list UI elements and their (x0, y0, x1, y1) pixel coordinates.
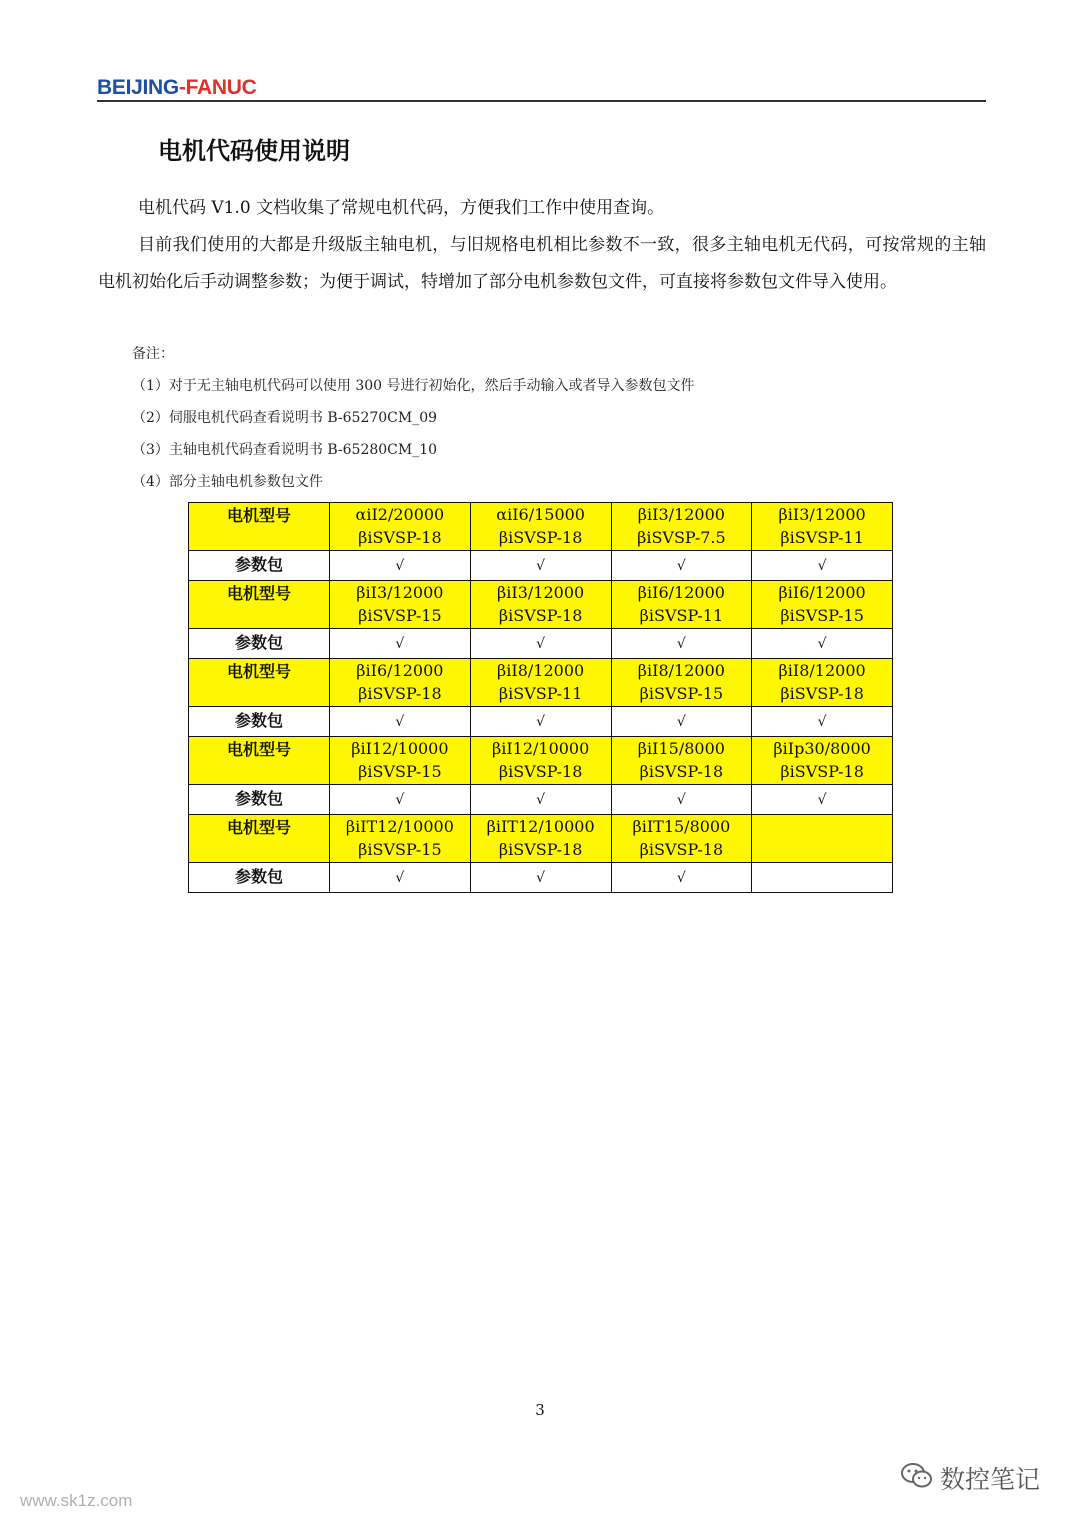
brand-separator: - (178, 76, 186, 99)
motor-model: βiI6/12000 (356, 661, 444, 680)
motor-model-cell (470, 503, 611, 551)
motor-model: βiI12/10000 (491, 739, 590, 758)
motor-model-cell (611, 815, 752, 863)
check-mark: √ (817, 792, 827, 808)
motor-model-cell (330, 503, 471, 551)
check-mark: √ (676, 558, 686, 574)
brand-logo (97, 76, 256, 100)
motor-model: βiI3/12000 (497, 583, 585, 602)
paragraph-1: 电机代码 V1.0 文档收集了常规电机代码，方便我们工作中使用查询。 (138, 198, 665, 218)
amplifier-model: βiSVSP-15 (358, 762, 442, 781)
motor-model: αiI6/15000 (496, 505, 585, 524)
motor-model: βiI3/12000 (778, 505, 866, 524)
amplifier-model: βiSVSP-15 (358, 606, 442, 625)
header-rule (97, 100, 986, 102)
check-mark: √ (536, 636, 546, 652)
watermark-url: www.sk1z.com (20, 1491, 133, 1510)
package-check-cell (752, 551, 893, 581)
check-mark: √ (536, 870, 546, 886)
model-label-cell: 电机型号 (189, 503, 330, 551)
page-number: 3 (535, 1401, 545, 1419)
motor-table (188, 502, 893, 893)
package-label-cell: 参数包 (189, 863, 330, 893)
model-label-cell: 电机型号 (189, 737, 330, 785)
package-row (189, 863, 893, 893)
package-label-cell: 参数包 (189, 785, 330, 815)
motor-model-cell (330, 581, 471, 629)
motor-model: βiI12/10000 (351, 739, 449, 758)
motor-model: βiI3/12000 (356, 583, 444, 602)
check-mark: √ (536, 792, 546, 808)
motor-model: βiI3/12000 (637, 505, 725, 524)
check-mark: √ (395, 636, 405, 652)
package-check-cell (752, 785, 893, 815)
motor-model: βiI8/12000 (778, 661, 866, 680)
amplifier-model: βiSVSP-18 (358, 528, 442, 547)
motor-model: βiI15/8000 (637, 739, 725, 758)
package-check-cell (611, 551, 752, 581)
note-item: （2）伺服电机代码查看说明书 B-65270CM_09 (132, 410, 438, 426)
model-row (189, 503, 893, 551)
amplifier-model: βiSVSP-7.5 (637, 528, 726, 547)
motor-model: βiI8/12000 (637, 661, 725, 680)
motor-model-cell (330, 815, 471, 863)
wechat-icon (900, 1461, 934, 1495)
check-mark: √ (395, 714, 405, 730)
package-check-cell (330, 551, 471, 581)
amplifier-model: βiSVSP-11 (639, 606, 724, 625)
package-check-cell (470, 551, 611, 581)
motor-model: βiIT12/10000 (486, 817, 595, 836)
notes-heading: 备注： (132, 346, 174, 362)
amplifier-model: βiSVSP-18 (780, 684, 864, 703)
package-label-cell: 参数包 (189, 629, 330, 659)
motor-model: βiI6/12000 (637, 583, 725, 602)
package-label-cell: 参数包 (189, 551, 330, 581)
watermark-account (900, 1460, 1040, 1496)
model-label-cell: 电机型号 (189, 581, 330, 629)
note-item: （1）对于无主轴电机代码可以使用 300 号进行初始化，然后手动输入或者导入参数包文件 (132, 378, 695, 394)
check-mark: √ (395, 870, 405, 886)
package-check-cell (752, 707, 893, 737)
package-check-cell (330, 785, 471, 815)
motor-model-cell (752, 503, 893, 551)
package-check-cell (330, 863, 471, 893)
check-mark: √ (536, 714, 546, 730)
check-mark: √ (817, 714, 827, 730)
model-label-cell: 电机型号 (189, 659, 330, 707)
package-check-cell (470, 785, 611, 815)
package-check-cell (330, 707, 471, 737)
check-mark: √ (676, 870, 686, 886)
motor-model: βiIp30/8000 (773, 739, 871, 758)
motor-model-cell (330, 659, 471, 707)
package-label-cell: 参数包 (189, 707, 330, 737)
motor-model: βiIT12/10000 (345, 817, 454, 836)
check-mark: √ (817, 636, 827, 652)
amplifier-model: βiSVSP-18 (639, 840, 724, 859)
package-check-cell (611, 863, 752, 893)
model-row (189, 659, 893, 707)
motor-model-cell (752, 659, 893, 707)
paragraph-2: 目前我们使用的大都是升级版主轴电机，与旧规格电机相比参数不一致，很多主轴电机无代码，可按常规的主轴电机初始化后手动调整参数；为便于调试，特增加了部分电机参数包文件，可直接将参数包文件导入使用。 (98, 235, 986, 292)
package-check-cell (611, 785, 752, 815)
model-row (189, 581, 893, 629)
check-mark: √ (395, 792, 405, 808)
brand-part2: FANUC (185, 76, 257, 99)
note-item: （3）主轴电机代码查看说明书 B-65280CM_10 (132, 442, 438, 458)
amplifier-model: βiSVSP-18 (498, 606, 583, 625)
package-row (189, 629, 893, 659)
note-item: （4）部分主轴电机参数包文件 (132, 474, 323, 490)
motor-model-cell (470, 581, 611, 629)
amplifier-model: βiSVSP-15 (639, 684, 724, 703)
motor-model-cell (611, 659, 752, 707)
amplifier-model: βiSVSP-11 (498, 684, 583, 703)
motor-model: βiI6/12000 (778, 583, 866, 602)
amplifier-model: βiSVSP-18 (639, 762, 724, 781)
package-row (189, 551, 893, 581)
motor-model-cell (752, 581, 893, 629)
package-row (189, 785, 893, 815)
model-row (189, 815, 893, 863)
motor-model: αiI2/20000 (355, 505, 445, 524)
check-mark: √ (676, 714, 686, 730)
watermark-account-name: 数控笔记 (940, 1465, 1041, 1494)
brand-part1: BEIJING (97, 76, 179, 99)
motor-model-cell (470, 737, 611, 785)
amplifier-model: βiSVSP-15 (780, 606, 864, 625)
model-label-cell: 电机型号 (189, 815, 330, 863)
motor-model-cell (330, 737, 471, 785)
check-mark: √ (676, 636, 686, 652)
motor-model-cell (611, 581, 752, 629)
empty-cell (752, 815, 893, 863)
package-row (189, 707, 893, 737)
check-mark: √ (817, 558, 827, 574)
package-check-cell (752, 629, 893, 659)
check-mark: √ (676, 792, 686, 808)
amplifier-model: βiSVSP-18 (780, 762, 864, 781)
amplifier-model: βiSVSP-18 (498, 840, 583, 859)
package-check-cell (470, 863, 611, 893)
model-row (189, 737, 893, 785)
motor-model: βiIT15/8000 (632, 817, 731, 836)
motor-model-cell (470, 815, 611, 863)
amplifier-model: βiSVSP-18 (498, 528, 583, 547)
notes-block (132, 344, 695, 504)
amplifier-model: βiSVSP-15 (358, 840, 442, 859)
motor-model-cell (752, 737, 893, 785)
amplifier-model: βiSVSP-11 (780, 528, 864, 547)
package-check-cell (470, 629, 611, 659)
package-check-cell (470, 707, 611, 737)
check-mark: √ (395, 558, 405, 574)
motor-model-cell (470, 659, 611, 707)
amplifier-model: βiSVSP-18 (498, 762, 583, 781)
page-title: 电机代码使用说明 (158, 137, 350, 165)
package-check-cell (611, 629, 752, 659)
package-check-cell (330, 629, 471, 659)
empty-cell (752, 863, 893, 893)
amplifier-model: βiSVSP-18 (358, 684, 442, 703)
motor-model: βiI8/12000 (497, 661, 585, 680)
package-check-cell (611, 707, 752, 737)
motor-model-cell (611, 503, 752, 551)
check-mark: √ (536, 558, 546, 574)
motor-model-cell (611, 737, 752, 785)
